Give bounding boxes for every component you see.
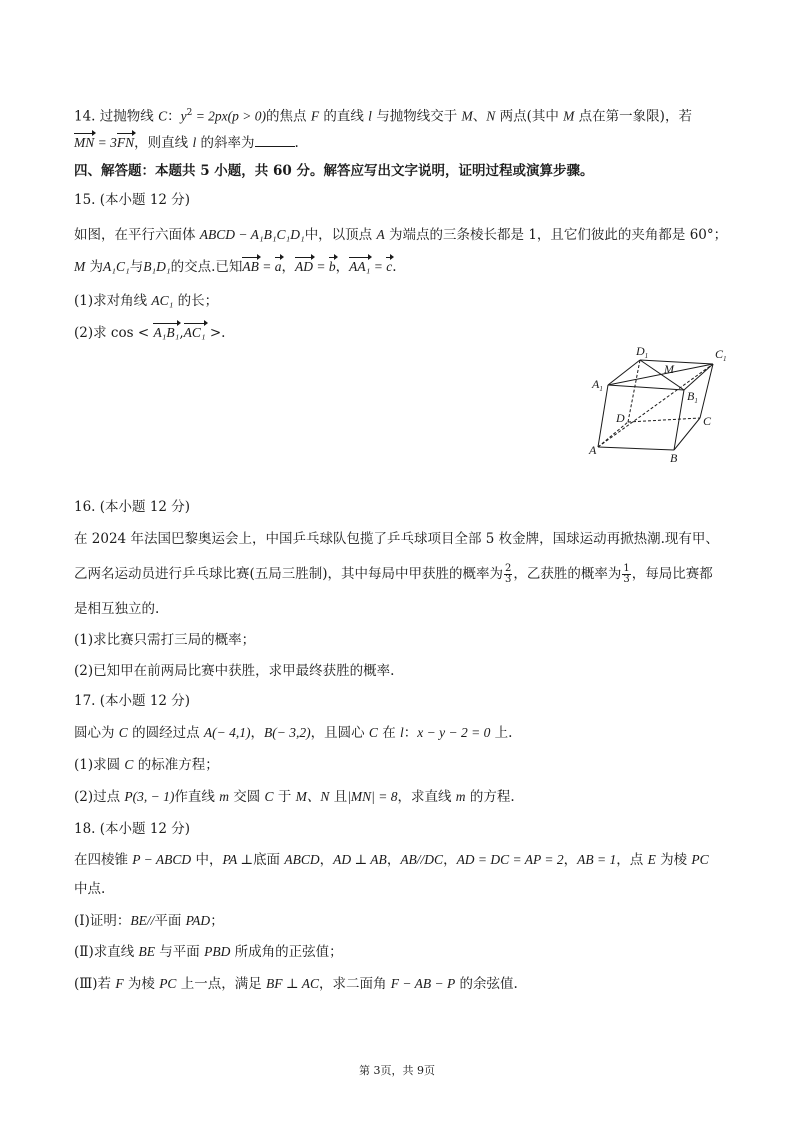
q16-line-2: 乙两名运动员进行乒乓球比赛(五局三胜制)，其中每局中甲获胜的概率为 $\frac{2}{3}$ ，乙获胜的概率为 $\frac{1}{3}$ ，每局比赛都	[74, 563, 713, 585]
q15-part-2: (2)求 cos < A₁B₁,AC₁ >.	[74, 325, 226, 341]
diagonal-B1D1	[640, 360, 684, 390]
label-C1: $C_1$	[715, 347, 727, 363]
label-M: M	[664, 362, 674, 376]
q16-line-3: 是相互独立的.	[74, 601, 160, 617]
q14-line-2: MN = 3FN，则直线 l 的斜率为 .	[74, 135, 299, 151]
edge-A1B1	[608, 385, 684, 390]
edge-DD1	[628, 360, 640, 422]
q17-header: 17. (本小题 12 分)	[74, 693, 191, 709]
label-B1: $B_1$	[687, 389, 698, 405]
edge-BC	[674, 418, 700, 450]
q15-line-1: 如图，在平行六面体 ABCD − A₁B₁C₁D₁中，以顶点 A 为端点的三条棱长都是 1，且它们彼此的夹角都是 60°；	[74, 227, 728, 243]
q18-part-1: (Ⅰ)证明：BE//平面 PAD；	[74, 913, 224, 929]
q16-part-2: (2)已知甲在前两局比赛中获胜，求甲最终获胜的概率.	[74, 663, 395, 679]
diagonal-AC1	[598, 364, 713, 447]
q15-part-1: (1)求对角线 AC₁ 的长；	[74, 293, 219, 309]
q17-part-2: (2)过点 P(3, − 1)作直线 m 交圆 C 于 M、N 且|MN| = 8，求直线 m 的方程.	[74, 789, 515, 805]
page-footer: 第 3页，共 9页	[359, 1064, 435, 1077]
q18-header: 18. (本小题 12 分)	[74, 821, 191, 837]
edge-A1D1	[608, 360, 640, 385]
fraction-1-3: $\frac{1}{3}$	[623, 563, 630, 585]
q18-part-2: (Ⅱ)求直线 BE 与平面 PBD 所成角的正弦值；	[74, 944, 343, 960]
q15-header: 15. (本小题 12 分)	[74, 192, 191, 208]
q18-line-2: 中点.	[74, 881, 106, 897]
label-B: B	[670, 451, 678, 465]
edge-CC1	[700, 364, 713, 418]
label-C: C	[703, 414, 712, 428]
edge-B1C1	[684, 364, 713, 390]
q16-line-1: 在 2024 年法国巴黎奥运会上，中国乒乓球队包揽了乒乓球项目全部 5 枚金牌，国球运动再掀热潮.现有甲、	[74, 531, 719, 547]
edge-AB	[598, 447, 674, 450]
label-D1: $D_1$	[636, 344, 649, 360]
q16-part-1: (1)求比赛只需打三局的概率；	[74, 632, 256, 648]
edge-AA1	[598, 385, 608, 447]
section-4-heading: 四、解答题：本题共 5 小题，共 60 分。解答应写出文字说明，证明过程或演算步骤。	[74, 163, 594, 179]
answer-blank	[255, 133, 295, 147]
edge-D1C1	[640, 360, 713, 364]
q16-header: 16. (本小题 12 分)	[74, 499, 191, 515]
q17-part-1: (1)求圆 C 的标准方程；	[74, 757, 219, 773]
q18-line-1: 在四棱锥 P − ABCD 中，PA ⊥底面 ABCD，AD ⊥ AB，AB//DC，AD = DC = AP = 2，AB = 1，点 E 为棱 PC	[74, 852, 709, 868]
q14-line-1: 14. 过抛物线 C：$y^2 = 2px(p > 0)$的焦点 F 的直线 l 与抛物线交于 M、N 两点(其中 M 点在第一象限)，若	[74, 108, 692, 125]
edge-DC	[628, 418, 700, 422]
label-A: A	[589, 443, 597, 457]
fraction-2-3: $\frac{2}{3}$	[505, 563, 512, 585]
edge-BB1	[674, 390, 684, 450]
label-A1: $A_1$	[592, 377, 603, 393]
q15-line-2: M 为A₁C₁与B₁D₁的交点.已知AB = a，AD = b，AA₁ = c.	[74, 259, 397, 275]
label-D: D	[616, 411, 625, 425]
q17-line-1: 圆心为 C 的圆经过点 A(− 4,1)，B(− 3,2)，且圆心 C 在 l：x − y − 2 = 0 上.	[74, 725, 513, 741]
parallelepiped-figure	[588, 340, 748, 465]
q18-part-3: (Ⅲ)若 F 为棱 PC 上一点，满足 BF ⊥ AC，求二面角 F − AB − P 的余弦值.	[74, 976, 518, 992]
